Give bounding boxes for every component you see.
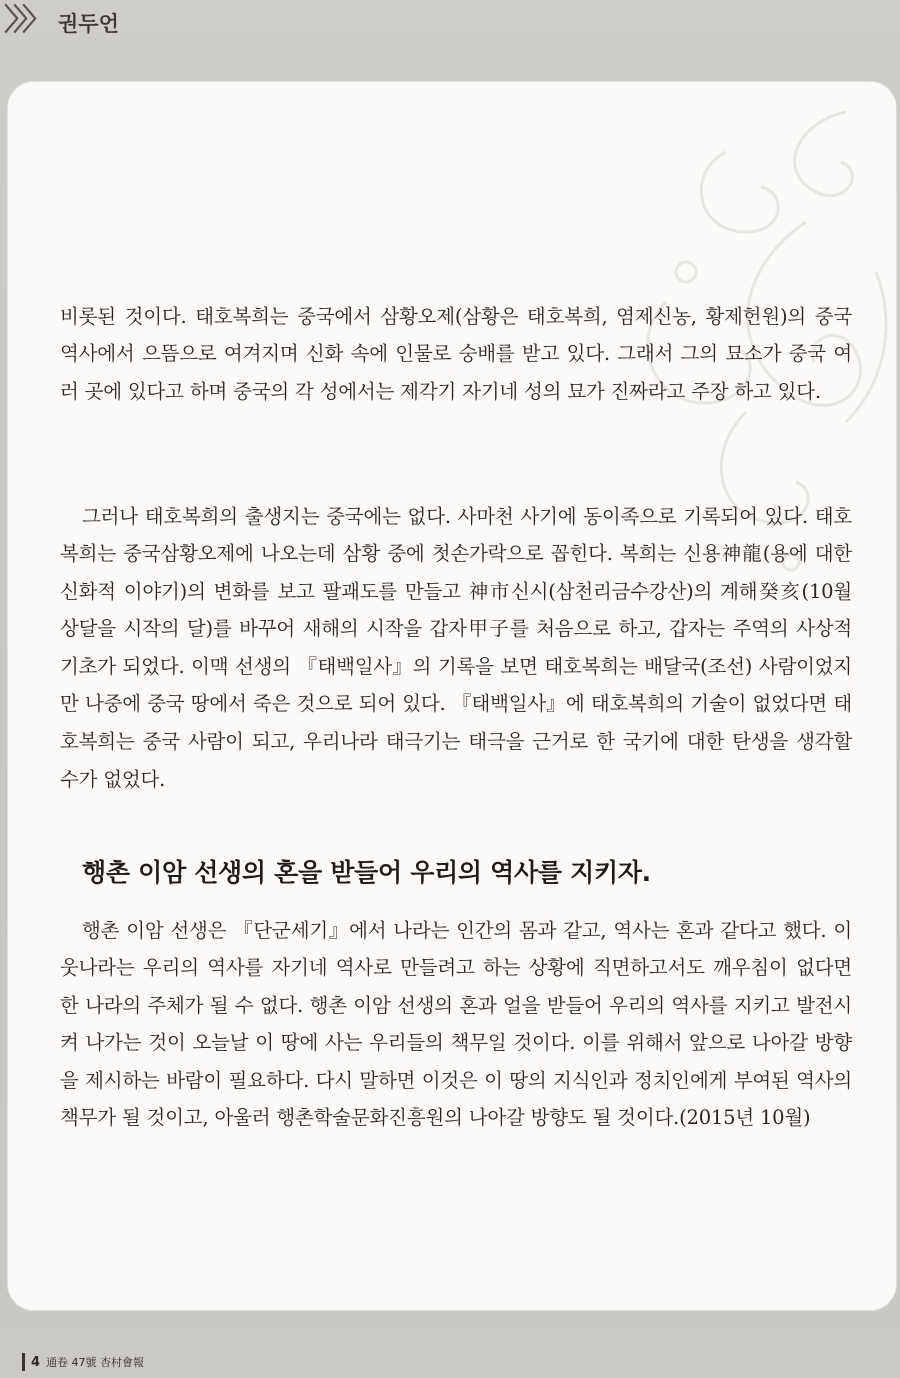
- footer-divider: [22, 1353, 25, 1371]
- page-footer: [22, 1352, 144, 1372]
- page-header: [0, 0, 300, 42]
- author-name: 권두언: [58, 12, 119, 36]
- chevron-right-icon: 〉〉〉: [4, 3, 46, 38]
- paragraph-1: 비롯된 것이다. 태호복희는 중국에서 삼황오제(삼황은 태호복희, 염제신농, 황제헌원)의 중국 역사에서 으뜸으로 여겨지며 신화 속에 인물로 숭배를 받고 있다. 그래서 그의 묘소가 중국 여러 곳에 있다고 하며 중국의 각 성에서는 제각기 자기네 성의 묘가 진짜라고 주장 하고 있다.: [60, 304, 852, 403]
- article-card: [8, 82, 896, 1310]
- issue-label: 通卷 47號 杏村會報: [46, 1356, 145, 1369]
- page-number: 4: [31, 1354, 41, 1370]
- paragraph-2: 그러나 태호복희의 출생지는 중국에는 없다. 사마천 사기에 동이족으로 기록되어 있다. 태호복희는 중국삼황오제에 나오는데 삼황 중에 첫손가락으로 꼽힌다. 복희는 신용神龍(용에 대한 신화적 이야기)의 변화를 보고 팔괘도를 만들고 神市신시(삼천리금수강산)의 계해癸亥(10월 상달을 시작의 달)를 바꾸어 새해의 시작을 갑자甲子를 처음으로 하고, 갑자는 주역의 사상적 기초가 되었다. 이맥 선생의 『태백일사』의 기록을 보면 태호복희는 배달국(조선) 사람이었지만 나중에 중국 땅에서 죽은 것으로 되어 있다. 『태백일사』에 태호복희의 기술이 없었다면 태호복희는 중국 사람이 되고, 우리나라 태극기는 태극을 근거로 한 국기에 대한 탄생을 생각할 수가 없었다.: [60, 504, 852, 791]
- paragraph-3: 행촌 이암 선생은 『단군세기』에서 나라는 인간의 몸과 같고, 역사는 혼과 같다고 했다. 이웃나라는 우리의 역사를 자기네 역사로 만들려고 하는 상황에 직면하고서도 깨우침이 없다면 한 나라의 주체가 될 수 없다. 행촌 이암 선생의 혼과 얼을 받들어 우리의 역사를 지키고 발전시켜 나가는 것이 오늘날 이 땅에 사는 우리들의 책무일 것이다. 이를 위해서 앞으로 나아갈 방향을 제시하는 바람이 필요하다. 다시 말하면 이것은 이 땅의 지식인과 정치인에게 부여된 역사의 책무가 될 것이고, 아울러 행촌학술문화진흥원의 나아갈 방향도 될 것이다.(2015년 10월): [60, 918, 852, 1130]
- section-heading: 행촌 이암 선생의 혼을 받들어 우리의 역사를 지키자.: [82, 857, 651, 887]
